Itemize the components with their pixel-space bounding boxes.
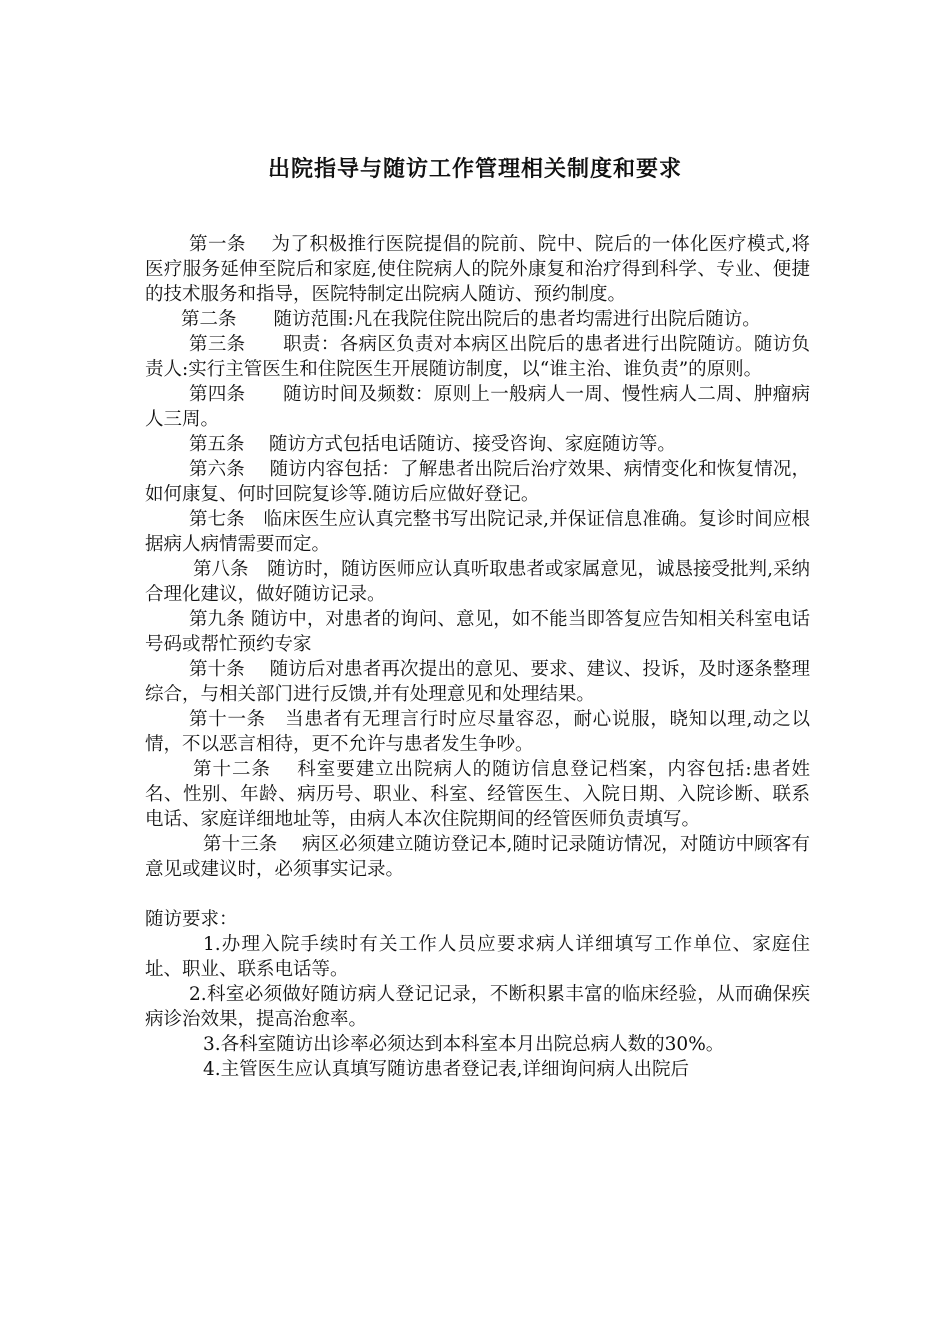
- requirement-4: 4.主管医生应认真填写随访患者登记表,详细询问病人出院后: [203, 1059, 690, 1080]
- article-10: 第十条 随访后对患者再次提出的意见、要求、建议、投诉，及时逐条整理综合，与相关部门进行反馈,并有处理意见和处理结果。: [145, 659, 810, 705]
- article-4: 第四条 随访时间及频数：原则上一般病人一周、慢性病人二周、肿瘤病人三周。: [145, 384, 810, 430]
- article-3: 第三条 职责：各病区负责对本病区出院后的患者进行出院随访。随访负责人:实行主管医生和住院医生开展随访制度，以“谁主治、谁负责”的原则。: [145, 334, 810, 380]
- document-title: 出院指导与随访工作管理相关制度和要求: [267, 157, 682, 182]
- article-13: 第十三条 病区必须建立随访登记本,随时记录随访情况，对随访中顾客有意见或建议时，必须事实记录。: [145, 834, 810, 880]
- article-9: 第九条 随访中，对患者的询问、意见，如不能当即答复应告知相关科室电话号码或帮忙预约专家: [145, 609, 810, 655]
- blank-line: [145, 882, 810, 907]
- article-12: 第十二条 科室要建立出院病人的随访信息登记档案，内容包括:患者姓名、性别、年龄、病历号、职业、科室、经管医生、入院日期、入院诊断、联系电话、家庭详细地址等，由病人本次住院期间的经管医师负责填写。: [145, 759, 810, 830]
- article-1: 第一条 为了积极推行医院提倡的院前、院中、院后的一体化医疗模式,将医疗服务延伸至院后和家庭,使住院病人的院外康复和治疗得到科学、专业、便捷的技术服务和指导，医院特制定出院病人随访、预约制度。: [145, 234, 810, 305]
- requirement-2: 2.科室必须做好随访病人登记记录，不断积累丰富的临床经验，从而确保疾病诊治效果，提高治愈率。: [145, 984, 810, 1030]
- article-7: 第七条 临床医生应认真完整书写出院记录,并保证信息准确。复诊时间应根据病人病情需要而定。: [145, 509, 810, 555]
- article-11: 第十一条 当患者有无理言行时应尽量容忍，耐心说服，晓知以理,动之以情，不以恶言相待，更不允许与患者发生争吵。: [145, 709, 810, 755]
- requirements-heading: 随访要求：: [145, 909, 238, 930]
- article-8: 第八条 随访时，随访医师应认真听取患者或家属意见，诚恳接受批判,采纳合理化建议，做好随访记录。: [145, 559, 810, 605]
- article-5: 第五条 随访方式包括电话随访、接受咨询、家庭随访等。: [189, 434, 676, 455]
- document-body: [145, 232, 810, 1082]
- article-2: 第二条 随访范围:凡在我院住院出院后的患者均需进行出院后随访。: [181, 309, 761, 330]
- requirement-1: 1.办理入院手续时有关工作人员应要求病人详细填写工作单位、家庭住址、职业、联系电话等。: [145, 934, 810, 980]
- requirement-3: 3.各科室随访出诊率必须达到本科室本月出院总病人数的30%。: [203, 1034, 725, 1055]
- article-6: 第六条 随访内容包括：了解患者出院后治疗效果、病情变化和恢复情况，如何康复、何时回院复诊等.随访后应做好登记。: [145, 459, 810, 505]
